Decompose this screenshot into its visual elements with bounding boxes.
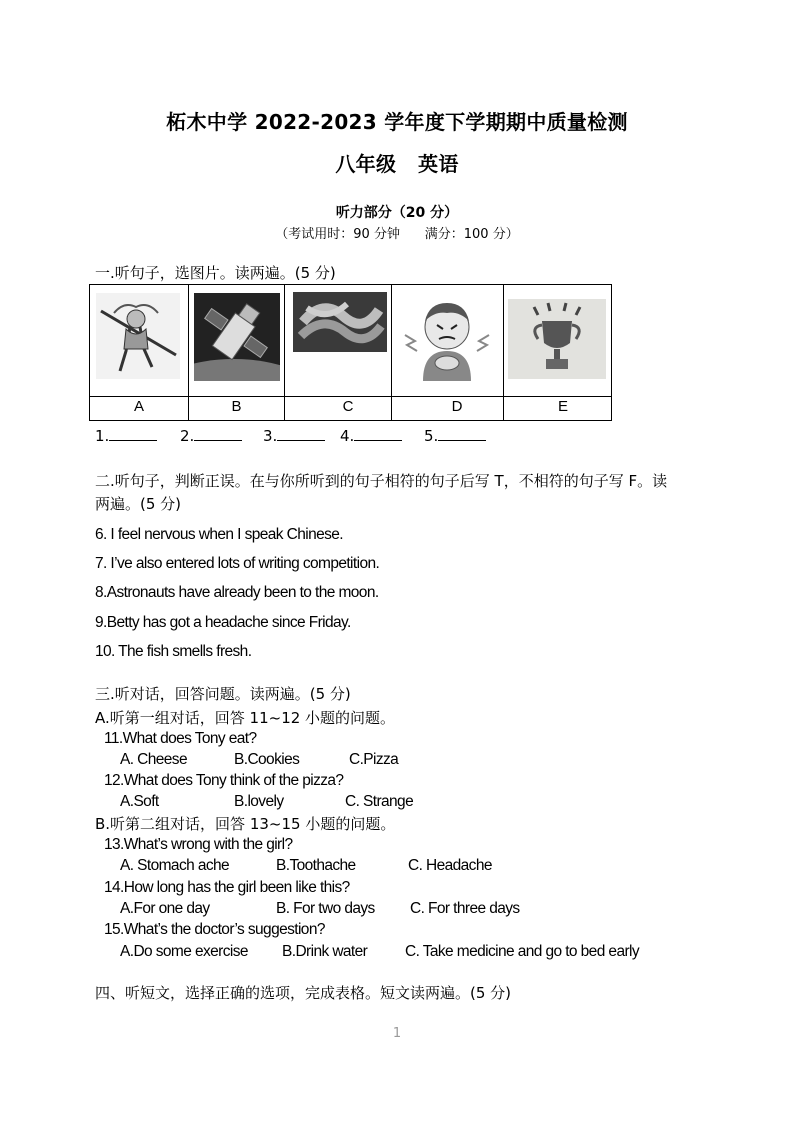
- spaceship-icon: [194, 293, 280, 381]
- group-b-heading: B.听第二组对话，回答 13~15 小题的问题。: [95, 815, 396, 833]
- statement-8: 8.Astronauts have already been to the moon.: [95, 584, 379, 601]
- question-12: 12.What does Tony think of the pizza?: [104, 772, 344, 789]
- q14-option-a[interactable]: A.For one day: [120, 900, 210, 917]
- q15-option-c[interactable]: C. Take medicine and go to bed early: [405, 943, 640, 960]
- part3-heading: 三.听对话，回答问题。读两遍。(5 分): [95, 685, 351, 703]
- q12-option-b[interactable]: B.lovely: [234, 793, 284, 810]
- statement-7: 7. I’ve also entered lots of writing competition.: [95, 555, 380, 572]
- q14-option-c[interactable]: C. For three days: [410, 900, 520, 917]
- sick-boy-icon: [399, 295, 495, 383]
- question-11: 11.What does Tony eat?: [104, 730, 257, 747]
- blank-number: 3.: [263, 427, 278, 445]
- statement-9: 9.Betty has got a headache since Friday.: [95, 614, 351, 631]
- picture-label-a: A: [133, 398, 144, 415]
- part2-heading-line2: 两遍。(5 分): [95, 495, 182, 513]
- question-13: 13.What’s wrong with the girl?: [104, 836, 293, 853]
- answer-blank-5[interactable]: [424, 426, 486, 445]
- answer-blank-4[interactable]: [340, 426, 402, 445]
- part1-heading: 一.听句子，选图片。读两遍。(5 分): [95, 264, 336, 282]
- answer-blank-1[interactable]: [95, 426, 157, 445]
- q12-option-a[interactable]: A.Soft: [120, 793, 159, 810]
- q15-option-b[interactable]: B.Drink water: [282, 943, 368, 960]
- section-title: 听力部分（20 分）: [335, 205, 459, 221]
- answer-blank-2[interactable]: [180, 426, 242, 445]
- q13-option-a[interactable]: A. Stomach ache: [120, 857, 230, 874]
- q11-option-c[interactable]: C.Pizza: [349, 751, 399, 768]
- picture-label-c: C: [342, 398, 354, 415]
- page-number: 1: [392, 1026, 402, 1041]
- answer-blank-3[interactable]: [263, 426, 325, 445]
- q13-option-b[interactable]: B.Toothache: [276, 857, 356, 874]
- picture-label-e: E: [557, 398, 568, 415]
- monkey-king-icon: [96, 293, 180, 379]
- blank-number: 1.: [95, 427, 110, 445]
- blank-number: 4.: [340, 427, 355, 445]
- part4-heading: 四、听短文，选择正确的选项，完成表格。短文读两遍。(5 分): [95, 984, 512, 1002]
- group-a-heading: A.听第一组对话，回答 11~12 小题的问题。: [95, 709, 396, 727]
- part2-heading-line1: 二.听句子，判断正误。在与你所听到的句子相符的句子后写 T，不相符的句子写 F。读: [95, 472, 668, 490]
- picture-label-d: D: [451, 398, 463, 415]
- statement-10: 10. The fish smells fresh.: [95, 643, 252, 660]
- q11-option-b[interactable]: B.Cookies: [234, 751, 300, 768]
- q15-option-a[interactable]: A.Do some exercise: [120, 943, 248, 960]
- q13-option-c[interactable]: C. Headache: [408, 857, 492, 874]
- question-14: 14.How long has the girl been like this?: [104, 879, 350, 896]
- q11-option-a[interactable]: A. Cheese: [120, 751, 187, 768]
- question-15: 15.What’s the doctor’s suggestion?: [104, 921, 325, 938]
- exam-subtitle: 八年级 英语: [335, 152, 459, 176]
- picture-label-b: B: [231, 398, 242, 415]
- statement-6: 6. I feel nervous when I speak Chinese.: [95, 526, 344, 543]
- blank-number: 2.: [180, 427, 195, 445]
- blank-number: 5.: [424, 427, 439, 445]
- picture-table: [89, 284, 612, 421]
- trophy-icon: [508, 299, 606, 379]
- twisted-bread-icon: [293, 292, 387, 352]
- q12-option-c[interactable]: C. Strange: [345, 793, 414, 810]
- q14-option-b[interactable]: B. For two days: [276, 900, 375, 917]
- exam-title: 柘木中学 2022-2023 学年度下学期期中质量检测: [166, 110, 628, 134]
- exam-info: （考试用时：90 分钟 满分：100 分）: [275, 227, 519, 242]
